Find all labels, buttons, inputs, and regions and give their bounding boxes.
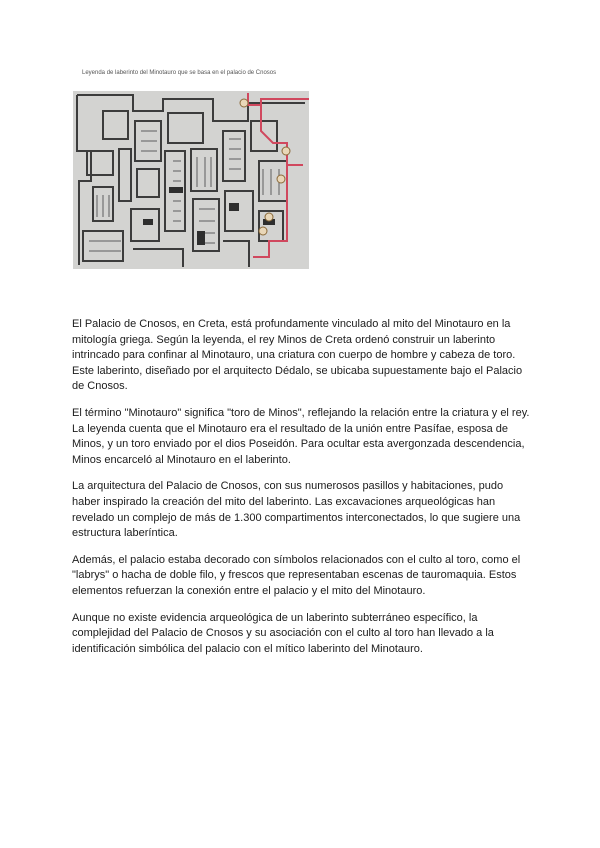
palace-plan-image (73, 91, 309, 269)
paragraph: El término "Minotauro" significa "toro de Minos", reflejando la relación entre la criatura y el rey. La leyenda cuenta que el Minotauro era el resultado de la unión entre Pasífae, esposa de Minos, y un toro enviado por el dios Poseidón. Para ocultar esta avergonzada descendencia, Minos encarceló al Minotauro en el laberinto. (72, 406, 530, 466)
paragraph: Aunque no existe evidencia arqueológica de un laberinto subterráneo específico, la complejidad del Palacio de Cnosos y su asociación con el culto al toro han llevado a la identificación simbólica del palacio con el mítico laberinto del Minotauro. (72, 611, 494, 655)
body-text (72, 317, 532, 668)
paragraph: La arquitectura del Palacio de Cnosos, con sus numerosos pasillos y habitaciones, pudo haber inspirado la creación del mito del laberinto. Las excavaciones arqueológicas han revelado un complejo de más de 1.300 compartimentos interconectados, lo que sugiere una estructura laberíntica. (72, 480, 521, 540)
figure-caption: Leyenda de laberinto del Minotauro que se basa en el palacio de Cnosos (82, 70, 277, 76)
paragraph: El Palacio de Cnosos, en Creta, está profundamente vinculado al mito del Minotauro en la mitología griega. Según la leyenda, el rey Minos de Creta ordenó construir un laberinto intrincado para confinar al Minotauro, una criatura con cuerpo de hombre y cabeza de toro. Este laberinto, diseñado por el arquitecto Dédalo, se ubicaba supuestamente bajo el Palacio de Cnosos. (72, 318, 523, 393)
paragraph: Además, el palacio estaba decorado con símbolos relacionados con el culto al toro, como el "labrys" o hacha de doble filo, y frescos que representaban escenas de tauromaquia. Estos elementos refuerzan la conexión entre el palacio y el mito del Minotauro. (72, 553, 521, 597)
